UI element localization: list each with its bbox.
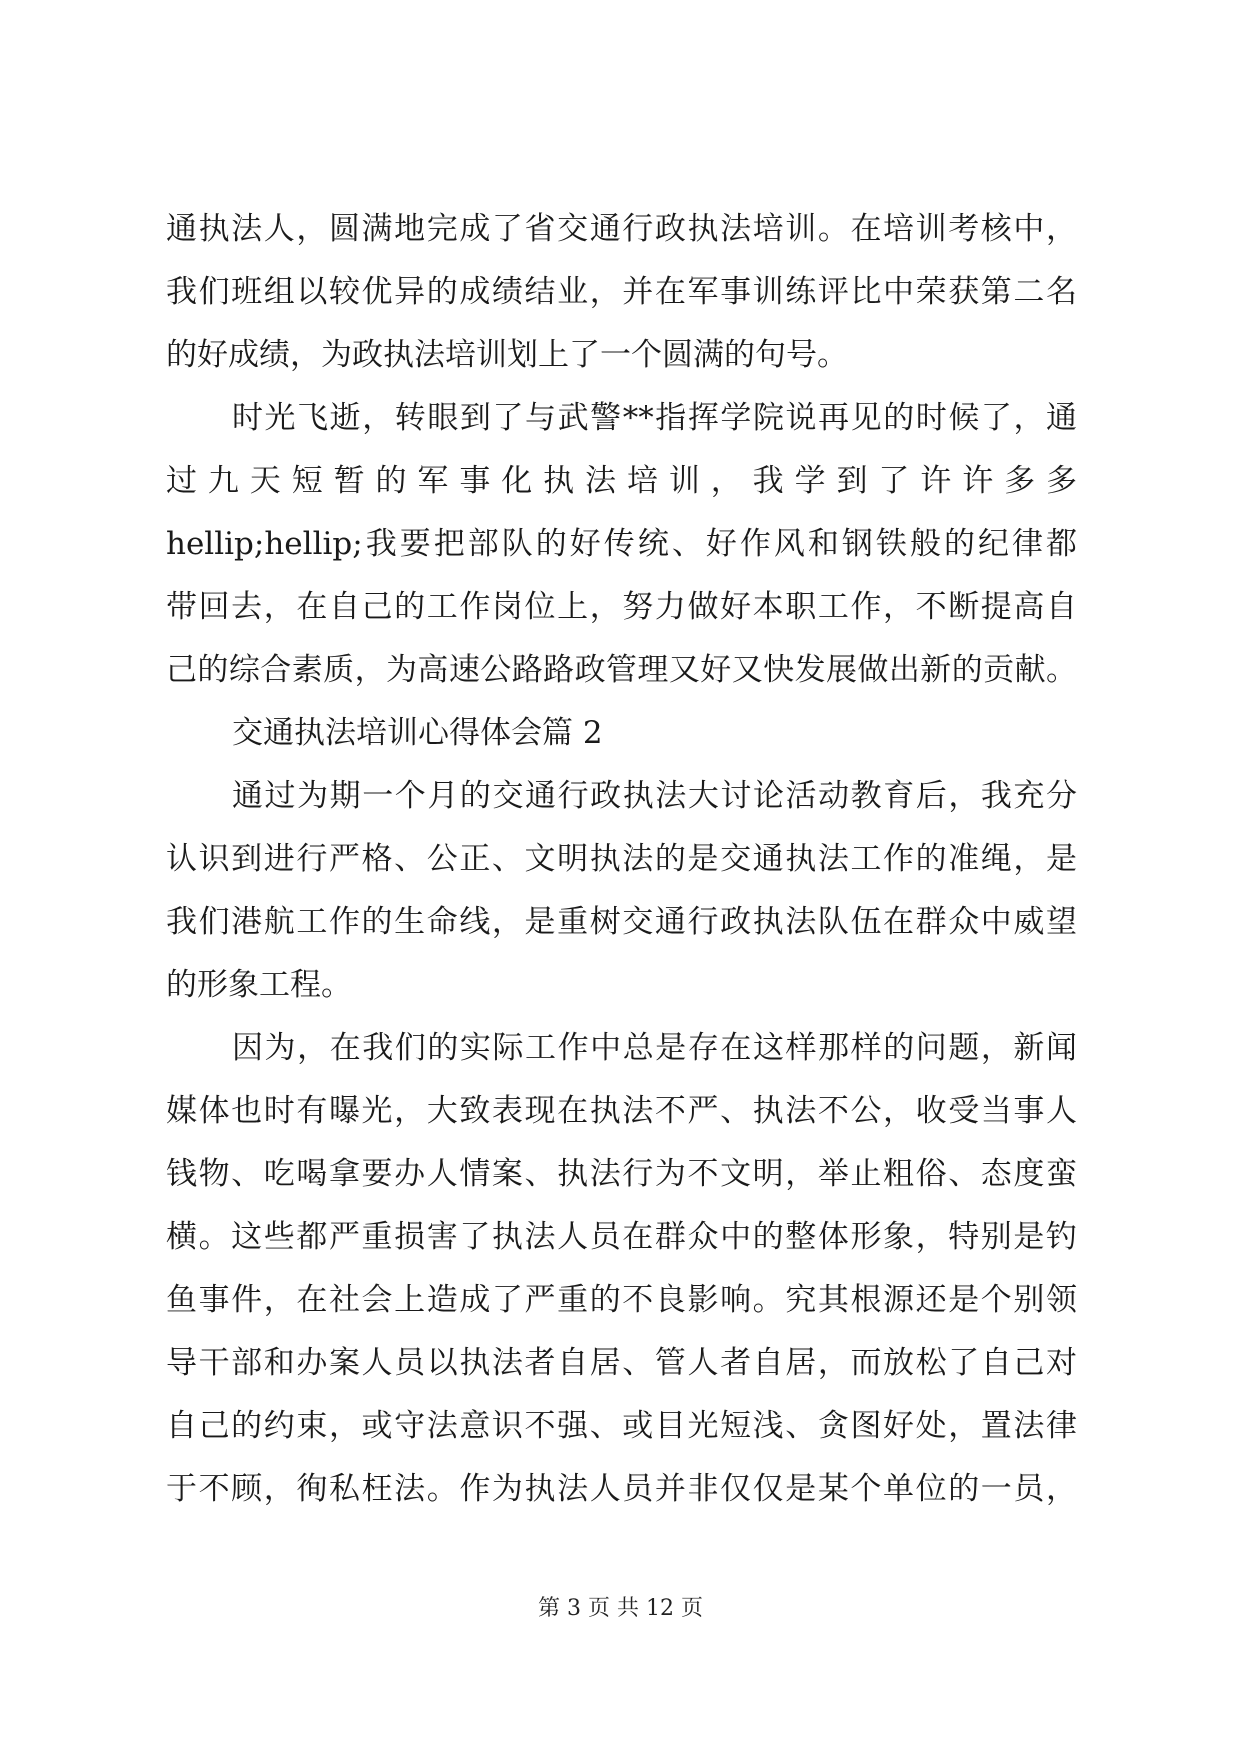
text-line: 认识到进行严格、公正、文明执法的是交通执法工作的准绳，是 xyxy=(166,841,1077,877)
text-line: 我们班组以较优异的成绩结业，并在军事训练评比中荣获第二名 xyxy=(166,274,1077,310)
text-line: 时光飞逝，转眼到了与武警**指挥学院说再见的时候了，通 xyxy=(232,400,1077,436)
text-line: 鱼事件，在社会上造成了严重的不良影响。究其根源还是个别领 xyxy=(166,1282,1077,1318)
page-number-footer: 第 3 页 共 12 页 xyxy=(538,1596,703,1621)
text-line: 的好成绩，为政执法培训划上了一个圆满的句号。 xyxy=(166,337,848,373)
text-line: 横。这些都严重损害了执法人员在群众中的整体形象，特别是钓 xyxy=(166,1219,1077,1255)
section-heading: 交通执法培训心得体会篇 2 xyxy=(232,715,603,751)
text-line: 我们港航工作的生命线，是重树交通行政执法队伍在群众中威望 xyxy=(166,904,1077,940)
text-line: 通执法人，圆满地完成了省交通行政执法培训。在培训考核中， xyxy=(166,211,1077,247)
text-line: hellip;hellip;我要把部队的好传统、好作风和钢铁般的纪律都 xyxy=(166,526,1077,562)
text-line: 钱物、吃喝拿要办人情案、执法行为不文明，举止粗俗、态度蛮 xyxy=(166,1156,1077,1192)
text-line: 自己的约束，或守法意识不强、或目光短浅、贪图好处，置法律 xyxy=(166,1408,1077,1444)
text-line: 过九天短暂的军事化执法培训，我学到了许许多多 xyxy=(166,463,1077,499)
text-line: 导干部和办案人员以执法者自居、管人者自居，而放松了自己对 xyxy=(166,1345,1077,1381)
text-line: 带回去，在自己的工作岗位上，努力做好本职工作，不断提高自 xyxy=(166,589,1077,625)
document-body xyxy=(166,198,1077,1521)
text-line: 通过为期一个月的交通行政执法大讨论活动教育后，我充分 xyxy=(232,778,1077,814)
text-line: 媒体也时有曝光，大致表现在执法不严、执法不公，收受当事人 xyxy=(166,1093,1077,1129)
text-line: 己的综合素质，为高速公路路政管理又好又快发展做出新的贡献。 xyxy=(166,652,1077,688)
text-line: 于不顾，徇私枉法。作为执法人员并非仅仅是某个单位的一员， xyxy=(166,1471,1077,1507)
text-line: 的形象工程。 xyxy=(166,967,352,1003)
text-line: 因为，在我们的实际工作中总是存在这样那样的问题，新闻 xyxy=(232,1030,1077,1066)
